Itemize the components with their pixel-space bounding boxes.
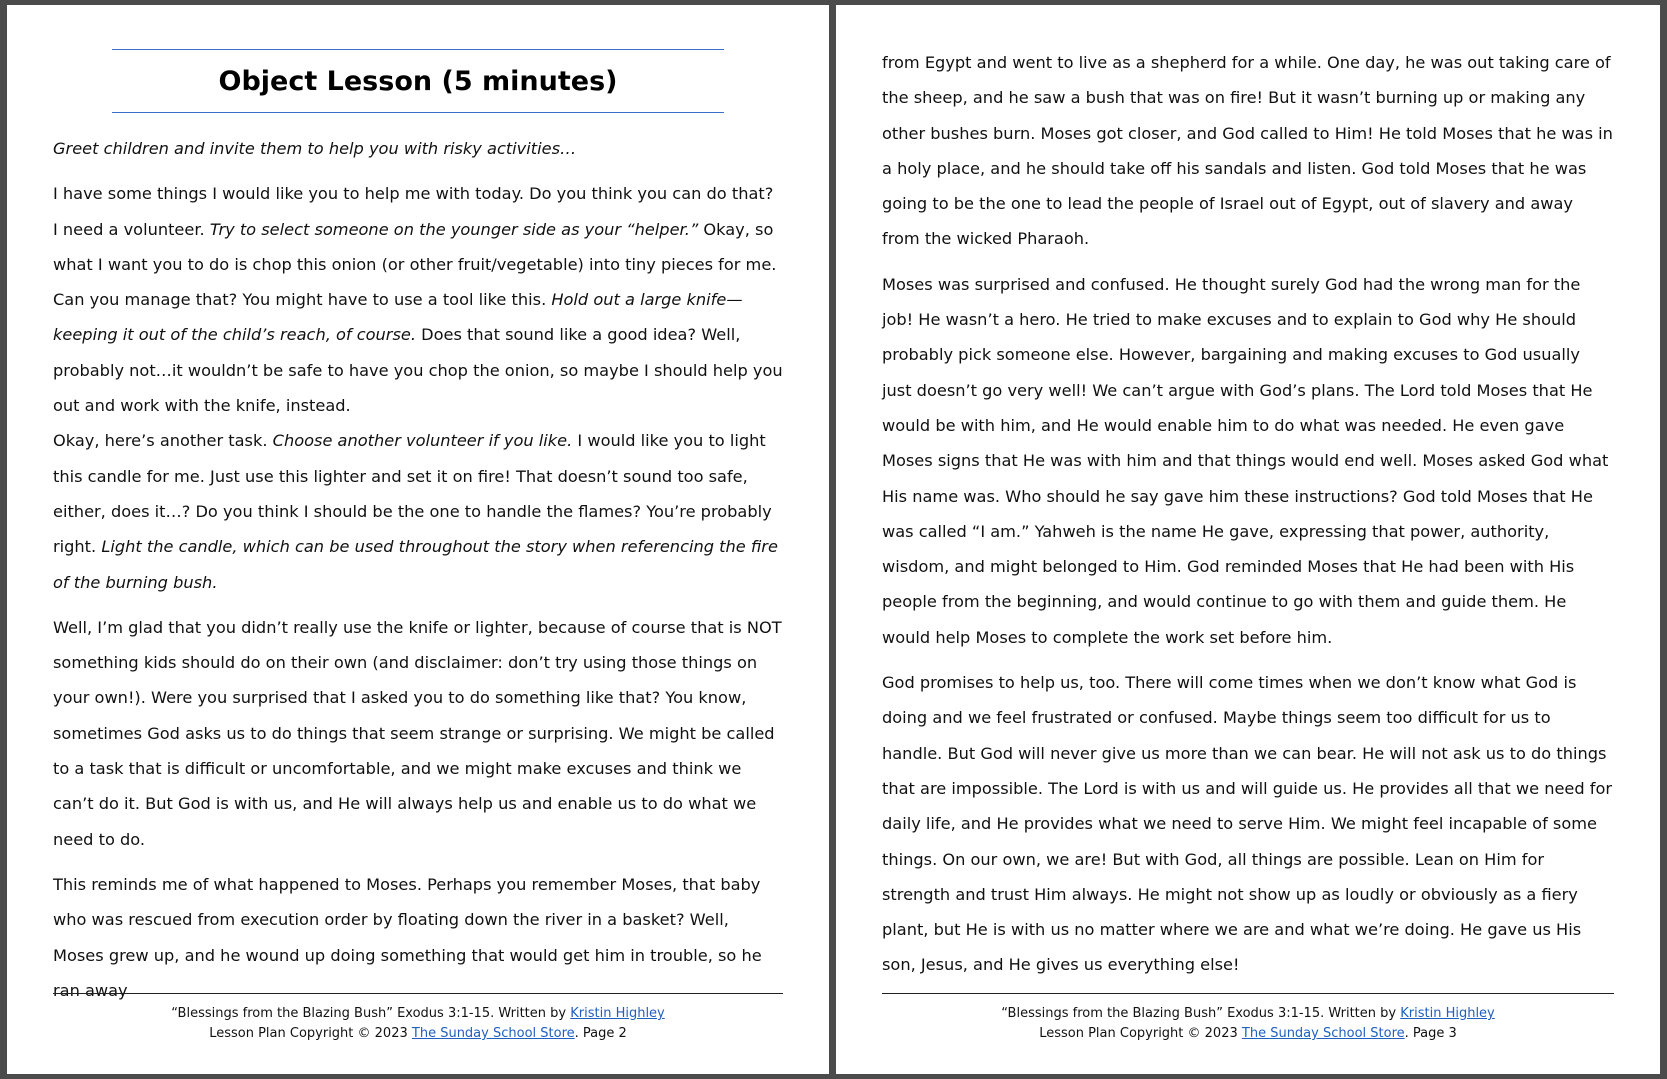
footer-line-1 — [882, 1004, 1614, 1024]
footer-line-2 — [53, 1024, 783, 1044]
footer-line-1 — [53, 1004, 783, 1024]
paragraph-onion — [53, 176, 783, 423]
store-link[interactable]: The Sunday School Store — [411, 1026, 575, 1041]
text-span: I have some things I would like you to help me with today. Do you think you can do that? I need a volunteer. — [53, 184, 774, 239]
paragraph-god-promises: God promises to help us, too. There will come times when we don’t know what God is doing and we feel frustrated or confused. Maybe things seem too difficult for us to handle. But God will never give us more than we can bear. He will not ask us to do things that are impossible. The Lord is with us and will guide us. He provides all that we need for daily life, and He provides what we need to serve Him. We might feel incapable of some things. On our own, we are! But with God, all things are possible. Lean on Him for strength and trust Him always. He might not show up as loudly or obviously as a fiery plant, but He is with us no matter where we are and what we’re doing. He gave us His son, Jesus, and He gives us everything else! — [882, 673, 1613, 975]
italic-instruction: Light the candle, which can be used throughout the story when referencing the fire of the burning bush. — [53, 537, 778, 592]
italic-instruction: Try to select someone on the younger side as your “helper.” — [209, 219, 699, 239]
title-bottom-rule — [112, 112, 724, 113]
title-top-rule — [112, 49, 724, 50]
paragraph-candle — [53, 423, 783, 599]
text-span: Okay, here’s another task. — [53, 431, 273, 451]
paragraph-moses-excuses: Moses was surprised and confused. He thought surely God had the wrong man for the job! He wasn’t a hero. He tried to make excuses and to explain to God why He should probably pick someone else. However, bargaining and making excuses to God usually just doesn’t go very well! We can’t argue with God’s plans. The Lord told Moses that He would be with him, and He would enable him to do what was needed. He even gave Moses signs that He was with him and that things would end well. Moses asked God what His name was. Who should he say gave him these instructions? God told Moses that He was called “I am.” Yahweh is the name He gave, expressing that power, authority, wisdom, and might belonged to Him. God reminded Moses that He had been with His people from the beginning, and would continue to go with them and guide them. He would help Moses to complete the work set before him. — [882, 274, 1609, 647]
page-number: . Page 2 — [574, 1026, 627, 1041]
lead-instruction: Greet children and invite them to help you with risky activities… — [53, 139, 577, 158]
page-3-body — [882, 45, 1614, 993]
page-3 — [836, 5, 1660, 1074]
paragraph-burning-bush: from Egypt and went to live as a shepherd for a while. One day, he was out taking care of the sheep, and he saw a bush that was on fire! But it wasn’t burning up or making any other bushes burn. Moses got closer, and God called to Him! He told Moses that he was in a holy place, and he should take off his sandals and listen. God told Moses that he was going to be the one to lead the people of Israel out of Egypt, out of slavery and away from the wicked Pharaoh. — [882, 53, 1613, 249]
store-link[interactable]: The Sunday School Store — [1241, 1026, 1405, 1041]
text-span: I would like you to light this candle for me. Just use this lighter and set it on fire! That doesn’t sound too safe, either, does it…? Do you think I should be the one to handle the flames? You’re probably right. — [53, 431, 772, 557]
page-title: Object Lesson (5 minutes) — [218, 66, 618, 97]
footer-copyright: Lesson Plan Copyright © 2023 — [209, 1026, 412, 1041]
footer-citation: “Blessings from the Blazing Bush” Exodus 3:1-15. Written by — [1001, 1006, 1401, 1021]
page-2 — [7, 5, 829, 1074]
footer-citation: “Blessings from the Blazing Bush” Exodus 3:1-15. Written by — [171, 1006, 571, 1021]
text-span: Okay, so what I want you to do is chop this onion (or other fruit/vegetable) into tiny pieces for me. Can you manage that? You might have to use a tool like this. — [53, 219, 777, 310]
footer-copyright: Lesson Plan Copyright © 2023 — [1039, 1026, 1242, 1041]
italic-instruction: Choose another volunteer if you like. — [272, 431, 573, 451]
title-block — [112, 49, 724, 113]
text-span: Does that sound like a good idea? Well, probably not…it wouldn’t be safe to have you chop the onion, so maybe I should help you out and work with the knife, instead. — [53, 325, 783, 416]
page-2-body — [53, 5, 783, 1018]
paragraph-moses-intro: This reminds me of what happened to Moses. Perhaps you remember Moses, that baby who was rescued from execution order by floating down the river in a basket? Well, Moses grew up, and he wound up doing something that would get him in trouble, so he ran away — [53, 874, 762, 1000]
author-link[interactable]: Kristin Highley — [1400, 1006, 1495, 1021]
italic-instruction: Hold out a large knife—keeping it out of the child’s reach, of course. — [53, 290, 743, 345]
page-number: . Page 3 — [1404, 1026, 1457, 1041]
page-footer — [882, 993, 1614, 1044]
footer-line-2 — [882, 1024, 1614, 1044]
paragraph-discussion: Well, I’m glad that you didn’t really use the knife or lighter, because of course that is NOT something kids should do on their own (and disclaimer: don’t try using those things on your own!). Were you surprised that I asked you to do something like that? You know, sometimes God asks us to do things that seem strange or surprising. We might be called to a task that is difficult or uncomfortable, and we might make excuses and think we can’t do it. But God is with us, and He will always help us and enable us to do what we need to do. — [53, 617, 782, 849]
author-link[interactable]: Kristin Highley — [570, 1006, 665, 1021]
page-footer — [53, 993, 783, 1044]
